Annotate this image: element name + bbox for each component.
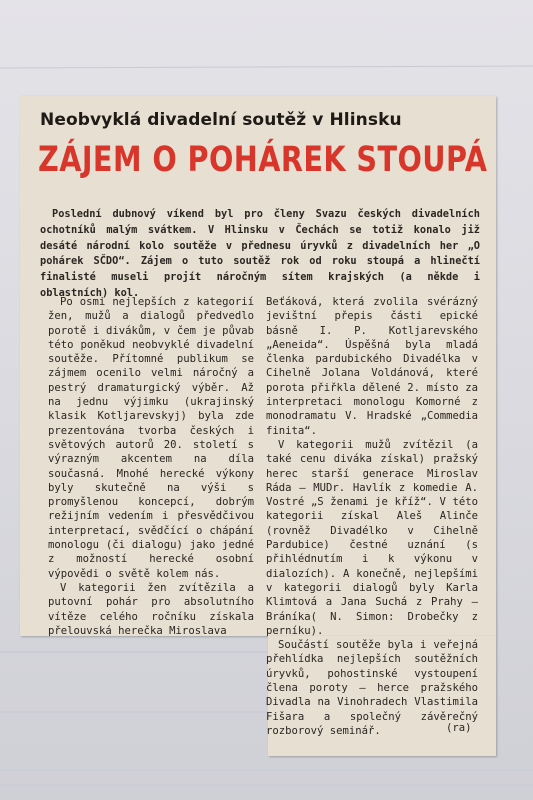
article-right-column <box>266 295 478 738</box>
paragraph: Beťáková, která zvolila svérázný jevištní přepis části epické básně I. P. Kotljarevského „Aeneida“. Úspěšná byla mladá členka pardubického Divadélka v Cihelně Jolana Voldánová, které porota přiřkla dělené 2. místo za interpretaci monologu Komorné z monodramatu V. Hradské „Commedia finita“. <box>266 296 478 437</box>
article-left-column <box>48 295 254 638</box>
article-lead <box>40 207 480 302</box>
article-kicker: Neobvyklá divadelní soutěž v Hlinsku <box>40 110 402 130</box>
paragraph: Po osmi nejlepších z kategorií žen, mužů a dialogů předvedlo porotě i divákům, v čem je půvab této poněkud neobvyklé divadelní soutěže. Přítomné publikum se zájmem ocenilo velmi náročný a pestrý dramaturgický výběr. Až na jednu výjimku (ukrajinský klasik Kotljarevskyj) byla zde prezentována tvorba českých i světových autorů 20. století s výrazným akcentem na díla současná. Mnohé herecké výkony byly skutečně na výši s promyšlenou koncepcí, dobrým režijním vedením i přesvědčivou interpretací, svědčící o chápání monologu (či dialogu) jako jedné z možností herecké osobní výpovědi o světě kolem nás. <box>48 296 254 580</box>
author-signature: (ra) <box>446 722 472 734</box>
lead-paragraph: Poslední dubnový víkend byl pro členy Svazu českých divadelních ochotníků malým svátkem. V Hlinsku v Čechách se totiž konalo již desáté národní kolo soutěže v přednesu úryvků z divadelních her „O pohárek SČDO“. Zájem o tuto soutěž rok od roku stoupá a hlinečtí finalisté museli projít náročným sítem krajských (a někde i oblastních) kol. <box>40 208 480 299</box>
paragraph: V kategorii žen zvítězila a putovní pohár pro absolutního vítěze celého ročníku získala přelouvská herečka Miroslava <box>48 581 254 637</box>
paragraph: V kategorii mužů zvítězil (a také cenu diváka získal) pražský herec starší generace Miroslav Ráda — MUDr. Havlík z komedie A. Vostré „S ženami je kříž“. V této kategorii získal Aleš Alinče (rovněž Divadélko v Cihelně Pardubice) čestné uznání (s přihlédnutím i k výkonu v dialozích). A konečně, nejlepšími v kategorii dialogů byly Karla Klimtová a Jana Suchá z Prahy — Bráníka( N. Simon: Drobečky z perníku). <box>266 438 478 637</box>
article-headline: ZÁJEM O POHÁREK STOUPÁ <box>38 140 488 180</box>
paragraph: Součástí soutěže byla i veřejná přehlídka nejlepších soutěžních úryvků, pohostinské vystoupení člena poroty — herce pražského Divadla na Vinohradech Vlastimila Fišara a společný závěrečný rozborový seminář. <box>266 639 478 737</box>
